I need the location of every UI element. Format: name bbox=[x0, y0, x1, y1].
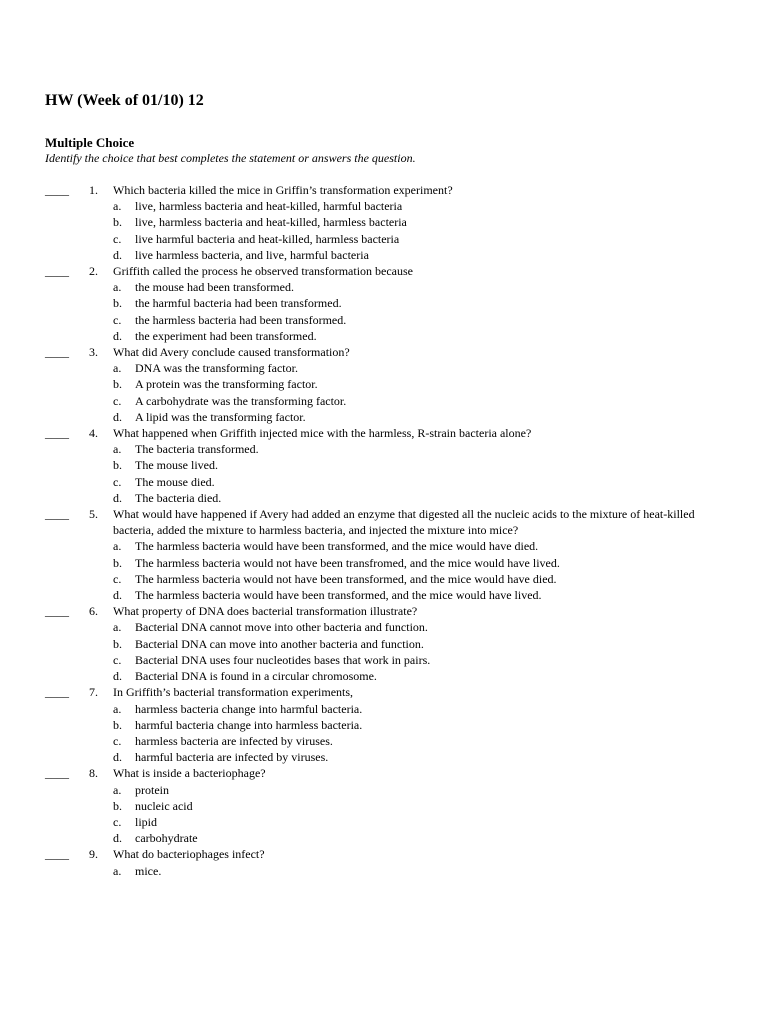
answer-choice bbox=[45, 328, 735, 344]
choice-list bbox=[45, 360, 735, 425]
choice-text: the experiment had been transformed. bbox=[135, 328, 317, 343]
answer-choice bbox=[45, 538, 735, 554]
choice-text: the harmless bacteria had been transformed. bbox=[135, 312, 347, 327]
answer-choice bbox=[45, 279, 735, 295]
choice-letter: d. bbox=[113, 750, 122, 765]
answer-choice bbox=[45, 312, 735, 328]
choice-text: The bacteria died. bbox=[135, 490, 222, 505]
choice-letter: b. bbox=[113, 458, 122, 473]
choice-letter: b. bbox=[113, 215, 122, 230]
answer-choice bbox=[45, 863, 735, 879]
answer-blank: ____ bbox=[45, 507, 69, 522]
answer-choice bbox=[45, 717, 735, 733]
question-item bbox=[45, 182, 735, 263]
question-list bbox=[45, 182, 735, 879]
choice-letter: b. bbox=[113, 717, 122, 732]
choice-text: harmful bacteria change into harmless bacteria. bbox=[135, 717, 363, 732]
answer-blank: ____ bbox=[45, 345, 69, 360]
choice-text: Bacterial DNA is found in a circular chromosome. bbox=[135, 669, 377, 684]
choice-letter: a. bbox=[113, 782, 122, 797]
question-line bbox=[45, 425, 735, 441]
choice-letter: b. bbox=[113, 798, 122, 813]
answer-blank: ____ bbox=[45, 426, 69, 441]
choice-text: Bacterial DNA cannot move into other bacteria and function. bbox=[135, 620, 428, 635]
question-item bbox=[45, 425, 735, 506]
answer-choice bbox=[45, 749, 735, 765]
answer-blank: ____ bbox=[45, 847, 69, 862]
choice-text: carbohydrate bbox=[135, 831, 198, 846]
answer-choice bbox=[45, 360, 735, 376]
choice-letter: c. bbox=[113, 733, 122, 748]
answer-blank: ____ bbox=[45, 183, 69, 197]
answer-choice bbox=[45, 295, 735, 311]
choice-text: Bacterial DNA uses four nucleotides bases that work in pairs. bbox=[135, 652, 431, 667]
choice-text: A protein was the transforming factor. bbox=[135, 377, 318, 392]
question-text: Which bacteria killed the mice in Griffin’s transformation experiment? bbox=[113, 183, 453, 197]
answer-choice bbox=[45, 198, 735, 214]
question-number: 5. bbox=[89, 507, 98, 522]
choice-letter: a. bbox=[113, 280, 122, 295]
choice-letter: c. bbox=[113, 312, 122, 327]
choice-letter: a. bbox=[113, 442, 122, 457]
question-item bbox=[45, 506, 735, 603]
question-text: What would have happened if Avery had added an enzyme that digested all the nucleic acids to the mixture of heat-killed bacteria, added the mixture to harmless bacteria, and injected the mixture into mice? bbox=[113, 507, 695, 538]
choice-letter: d. bbox=[113, 669, 122, 684]
choice-letter: d. bbox=[113, 490, 122, 505]
choice-letter: a. bbox=[113, 361, 122, 376]
choice-text: The harmless bacteria would have been transformed, and the mice would have lived. bbox=[135, 588, 542, 603]
choice-letter: c. bbox=[113, 652, 122, 667]
answer-blank: ____ bbox=[45, 685, 69, 700]
answer-blank: ____ bbox=[45, 766, 69, 781]
answer-choice bbox=[45, 441, 735, 457]
section-heading: Multiple Choice bbox=[45, 135, 135, 150]
question-line bbox=[45, 765, 735, 781]
question-number: 9. bbox=[89, 847, 98, 862]
choice-text: lipid bbox=[135, 814, 158, 829]
choice-letter: d. bbox=[113, 409, 122, 424]
question-text: What is inside a bacteriophage? bbox=[113, 766, 266, 781]
choice-text: the harmful bacteria had been transformed. bbox=[135, 296, 342, 311]
choice-letter: d. bbox=[113, 247, 122, 262]
answer-choice bbox=[45, 587, 735, 603]
answer-choice bbox=[45, 782, 735, 798]
question-item bbox=[45, 263, 735, 344]
question-text: What did Avery conclude caused transformation? bbox=[113, 345, 350, 360]
answer-choice bbox=[45, 214, 735, 230]
question-line bbox=[45, 182, 735, 198]
instructions-text: Identify the choice that best completes the statement or answers the question. bbox=[45, 151, 416, 165]
answer-blank: ____ bbox=[45, 604, 69, 619]
answer-choice bbox=[45, 376, 735, 392]
question-line bbox=[45, 506, 735, 538]
answer-choice bbox=[45, 798, 735, 814]
choice-list bbox=[45, 782, 735, 847]
answer-choice bbox=[45, 814, 735, 830]
choice-list bbox=[45, 441, 735, 506]
choice-letter: a. bbox=[113, 199, 122, 214]
question-number: 8. bbox=[89, 766, 98, 781]
answer-choice bbox=[45, 652, 735, 668]
question-number: 6. bbox=[89, 604, 98, 619]
choice-letter: d. bbox=[113, 588, 122, 603]
answer-choice bbox=[45, 393, 735, 409]
question-text: What happened when Griffith injected mice with the harmless, R-strain bacteria alone? bbox=[113, 426, 532, 441]
choice-list bbox=[45, 619, 735, 684]
document-title: HW (Week of 01/10) 12 bbox=[45, 92, 204, 109]
choice-text: The harmless bacteria would have been transformed, and the mice would have died. bbox=[135, 539, 539, 554]
choice-list bbox=[45, 198, 735, 263]
choice-text: harmful bacteria are infected by viruses. bbox=[135, 750, 329, 765]
choice-text: the mouse had been transformed. bbox=[135, 280, 294, 295]
choice-text: The harmless bacteria would not have been transfromed, and the mice would have lived. bbox=[135, 555, 560, 570]
answer-choice bbox=[45, 457, 735, 473]
answer-choice bbox=[45, 555, 735, 571]
question-item bbox=[45, 344, 735, 425]
answer-choice bbox=[45, 571, 735, 587]
choice-letter: a. bbox=[113, 620, 122, 635]
choice-letter: c. bbox=[113, 393, 122, 408]
choice-text: live harmless bacteria, and live, harmful bacteria bbox=[135, 247, 369, 262]
choice-letter: c. bbox=[113, 814, 122, 829]
choice-text: nucleic acid bbox=[135, 798, 193, 813]
answer-choice bbox=[45, 409, 735, 425]
choice-text: The mouse lived. bbox=[135, 458, 218, 473]
question-item bbox=[45, 765, 735, 846]
choice-text: The harmless bacteria would not have been transformed, and the mice would have died. bbox=[135, 571, 557, 586]
choice-list bbox=[45, 701, 735, 766]
choice-text: live harmful bacteria and heat-killed, harmless bacteria bbox=[135, 231, 400, 246]
answer-choice bbox=[45, 490, 735, 506]
choice-text: The bacteria transformed. bbox=[135, 442, 259, 457]
choice-letter: c. bbox=[113, 571, 122, 586]
choice-letter: b. bbox=[113, 555, 122, 570]
answer-choice bbox=[45, 619, 735, 635]
question-number: 7. bbox=[89, 685, 98, 700]
answer-choice bbox=[45, 701, 735, 717]
choice-text: protein bbox=[135, 782, 169, 797]
choice-letter: a. bbox=[113, 701, 122, 716]
choice-text: live, harmless bacteria and heat-killed, harmless bacteria bbox=[135, 215, 407, 230]
question-number: 4. bbox=[89, 426, 98, 441]
choice-list bbox=[45, 538, 735, 603]
question-number: 2. bbox=[89, 264, 98, 279]
question-line bbox=[45, 344, 735, 360]
answer-choice bbox=[45, 733, 735, 749]
choice-letter: c. bbox=[113, 231, 122, 246]
choice-text: mice. bbox=[135, 863, 162, 878]
choice-text: A lipid was the transforming factor. bbox=[135, 409, 306, 424]
question-number: 3. bbox=[89, 345, 98, 360]
question-number: 1. bbox=[89, 183, 98, 197]
choice-letter: c. bbox=[113, 474, 122, 489]
choice-letter: a. bbox=[113, 539, 122, 554]
question-text: What property of DNA does bacterial transformation illustrate? bbox=[113, 604, 418, 619]
answer-choice bbox=[45, 636, 735, 652]
question-text: In Griffith’s bacterial transformation experiments, bbox=[113, 685, 354, 700]
question-item bbox=[45, 684, 735, 765]
question-line bbox=[45, 846, 735, 862]
answer-choice bbox=[45, 668, 735, 684]
choice-letter: b. bbox=[113, 296, 122, 311]
choice-text: Bacterial DNA can move into another bacteria and function. bbox=[135, 636, 424, 651]
answer-choice bbox=[45, 830, 735, 846]
choice-list bbox=[45, 279, 735, 344]
choice-letter: b. bbox=[113, 636, 122, 651]
choice-letter: d. bbox=[113, 328, 122, 343]
choice-text: A carbohydrate was the transforming factor. bbox=[135, 393, 347, 408]
choice-list bbox=[45, 863, 735, 879]
answer-blank: ____ bbox=[45, 264, 69, 279]
choice-text: live, harmless bacteria and heat-killed, harmful bacteria bbox=[135, 199, 403, 214]
choice-text: DNA was the transforming factor. bbox=[135, 361, 298, 376]
answer-choice bbox=[45, 231, 735, 247]
question-line bbox=[45, 263, 735, 279]
question-line bbox=[45, 603, 735, 619]
answer-choice bbox=[45, 247, 735, 263]
choice-letter: b. bbox=[113, 377, 122, 392]
choice-text: harmless bacteria change into harmful bacteria. bbox=[135, 701, 363, 716]
question-line bbox=[45, 684, 735, 700]
question-item bbox=[45, 603, 735, 684]
choice-letter: a. bbox=[113, 863, 122, 878]
choice-text: harmless bacteria are infected by viruses. bbox=[135, 733, 333, 748]
question-item bbox=[45, 846, 735, 878]
question-text: Griffith called the process he observed transformation because bbox=[113, 264, 413, 279]
question-text: What do bacteriophages infect? bbox=[113, 847, 265, 862]
choice-letter: d. bbox=[113, 831, 122, 846]
answer-choice bbox=[45, 474, 735, 490]
choice-text: The mouse died. bbox=[135, 474, 215, 489]
